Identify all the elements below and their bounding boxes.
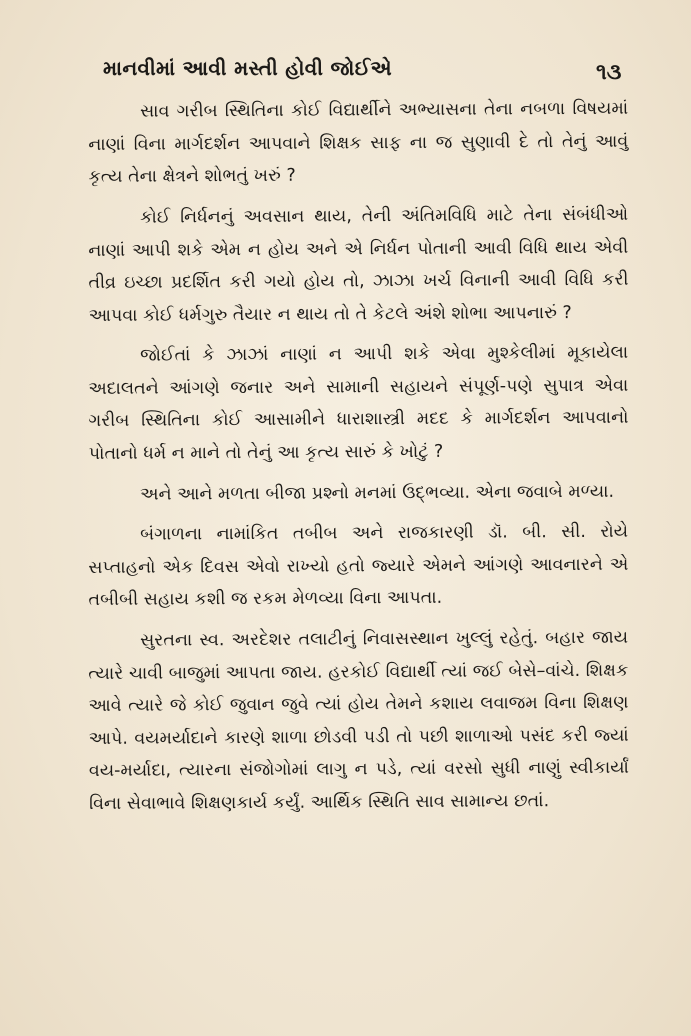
body-text [88, 96, 628, 828]
paragraph-dr-roy: બંગાળના નામાંકિત તબીબ અને રાજકારણી ડૉ. બી. સી. રોયે સપ્તાહનો એક દિવસ એવો રાખ્યો હતો જ્યારે એમને આંગણે આવનારને એ તબીબી સહાય કશી જ રકમ મેળવ્યા વિના આપતા. [88, 521, 629, 611]
paragraph-funeral: કોઈ નિર્ધનનું અવસાન થાય, તેની અંતિમવિધિ માટે તેના સંબંધીઓ નાણાં આપી શકે એમ ન હોય અને એ નિર્ધન પોતાની આવી વિધિ થાય એવી તીવ્ર ઇચ્છા પ્રદર્શિત કરી ગયો હોય તો, ઝાઝા ખર્ચ વિનાની આવી વિધિ કરી આપવા કોઈ ધર્મગુરુ તૈયાર ન થાય તો તે કેટલે અંશે શોભા આપનારું ? [88, 204, 629, 326]
paragraph-ardeshar-talati: સુરતના સ્વ. અરદેશર તલાટીનું નિવાસસ્થાન ખુલ્લું રહેતું. બહાર જાય ત્યારે ચાવી બાજુમાં આપતા જાય. હરકોઈ વિદ્યાર્થી ત્યાં જઈ બેસે–વાંચે. શિક્ષક આવે ત્યારે જે કોઈ જુવાન જુવે ત્યાં હોય તેમને કશાય લવાજમ વિના શિક્ષણ આપે. વયમર્યાદાને કારણે શાળા છોડવી પડી તો પછી શાળાઓ પસંદ કરી જ્યાં વય-મર્યાદા, ત્યારના સંજોગોમાં લાગુ ન પડે, ત્યાં વરસો સુધી નાણું સ્વીકાર્યાં વિના સેવાભાવે શિક્ષણકાર્ય કર્યું. આર્થિક સ્થિતિ સાવ સામાન્ય છતાં. [88, 627, 629, 814]
page-number: ૧૩ [596, 60, 622, 85]
paragraph-teacher: સાવ ગરીબ સ્થિતિના કોઈ વિદ્યાર્થીને અભ્યાસના તેના નબળા વિષયમાં નાણાં વિના માર્ગદર્શન આપવાને શિક્ષક સાફ ના જ સુણાવી દે તો તેનું આવું કૃત્ય તેના ક્ષેત્રને શોભતું ખરું ? [88, 98, 629, 188]
paragraph-lawyer: જોઈતાં કે ઝાઝાં નાણાં ન આપી શકે એવા મુશ્કેલીમાં મૂકાયેલા અદાલતને આંગણે જનાર અને સામાની સહાયને સંપૂર્ણ-પણે સુપાત્ર એવા ગરીબ સ્થિતિના કોઈ આસામીને ધારાશાસ્ત્રી મદદ કે માર્ગદર્શન આપવાનો પોતાનો ધર્મ ન માને તો તેનું આ કૃત્ય સારું કે ખોટું ? [88, 342, 629, 464]
running-head-title: માનવીમાં આવી મસ્તી હોવી જોઈએ [103, 56, 392, 80]
paragraph-answers: અને આને મળતા બીજા પ્રશ્નો મનમાં ઉદ્ભવ્યા. એના જવાબે મળ્યા. [140, 481, 615, 505]
